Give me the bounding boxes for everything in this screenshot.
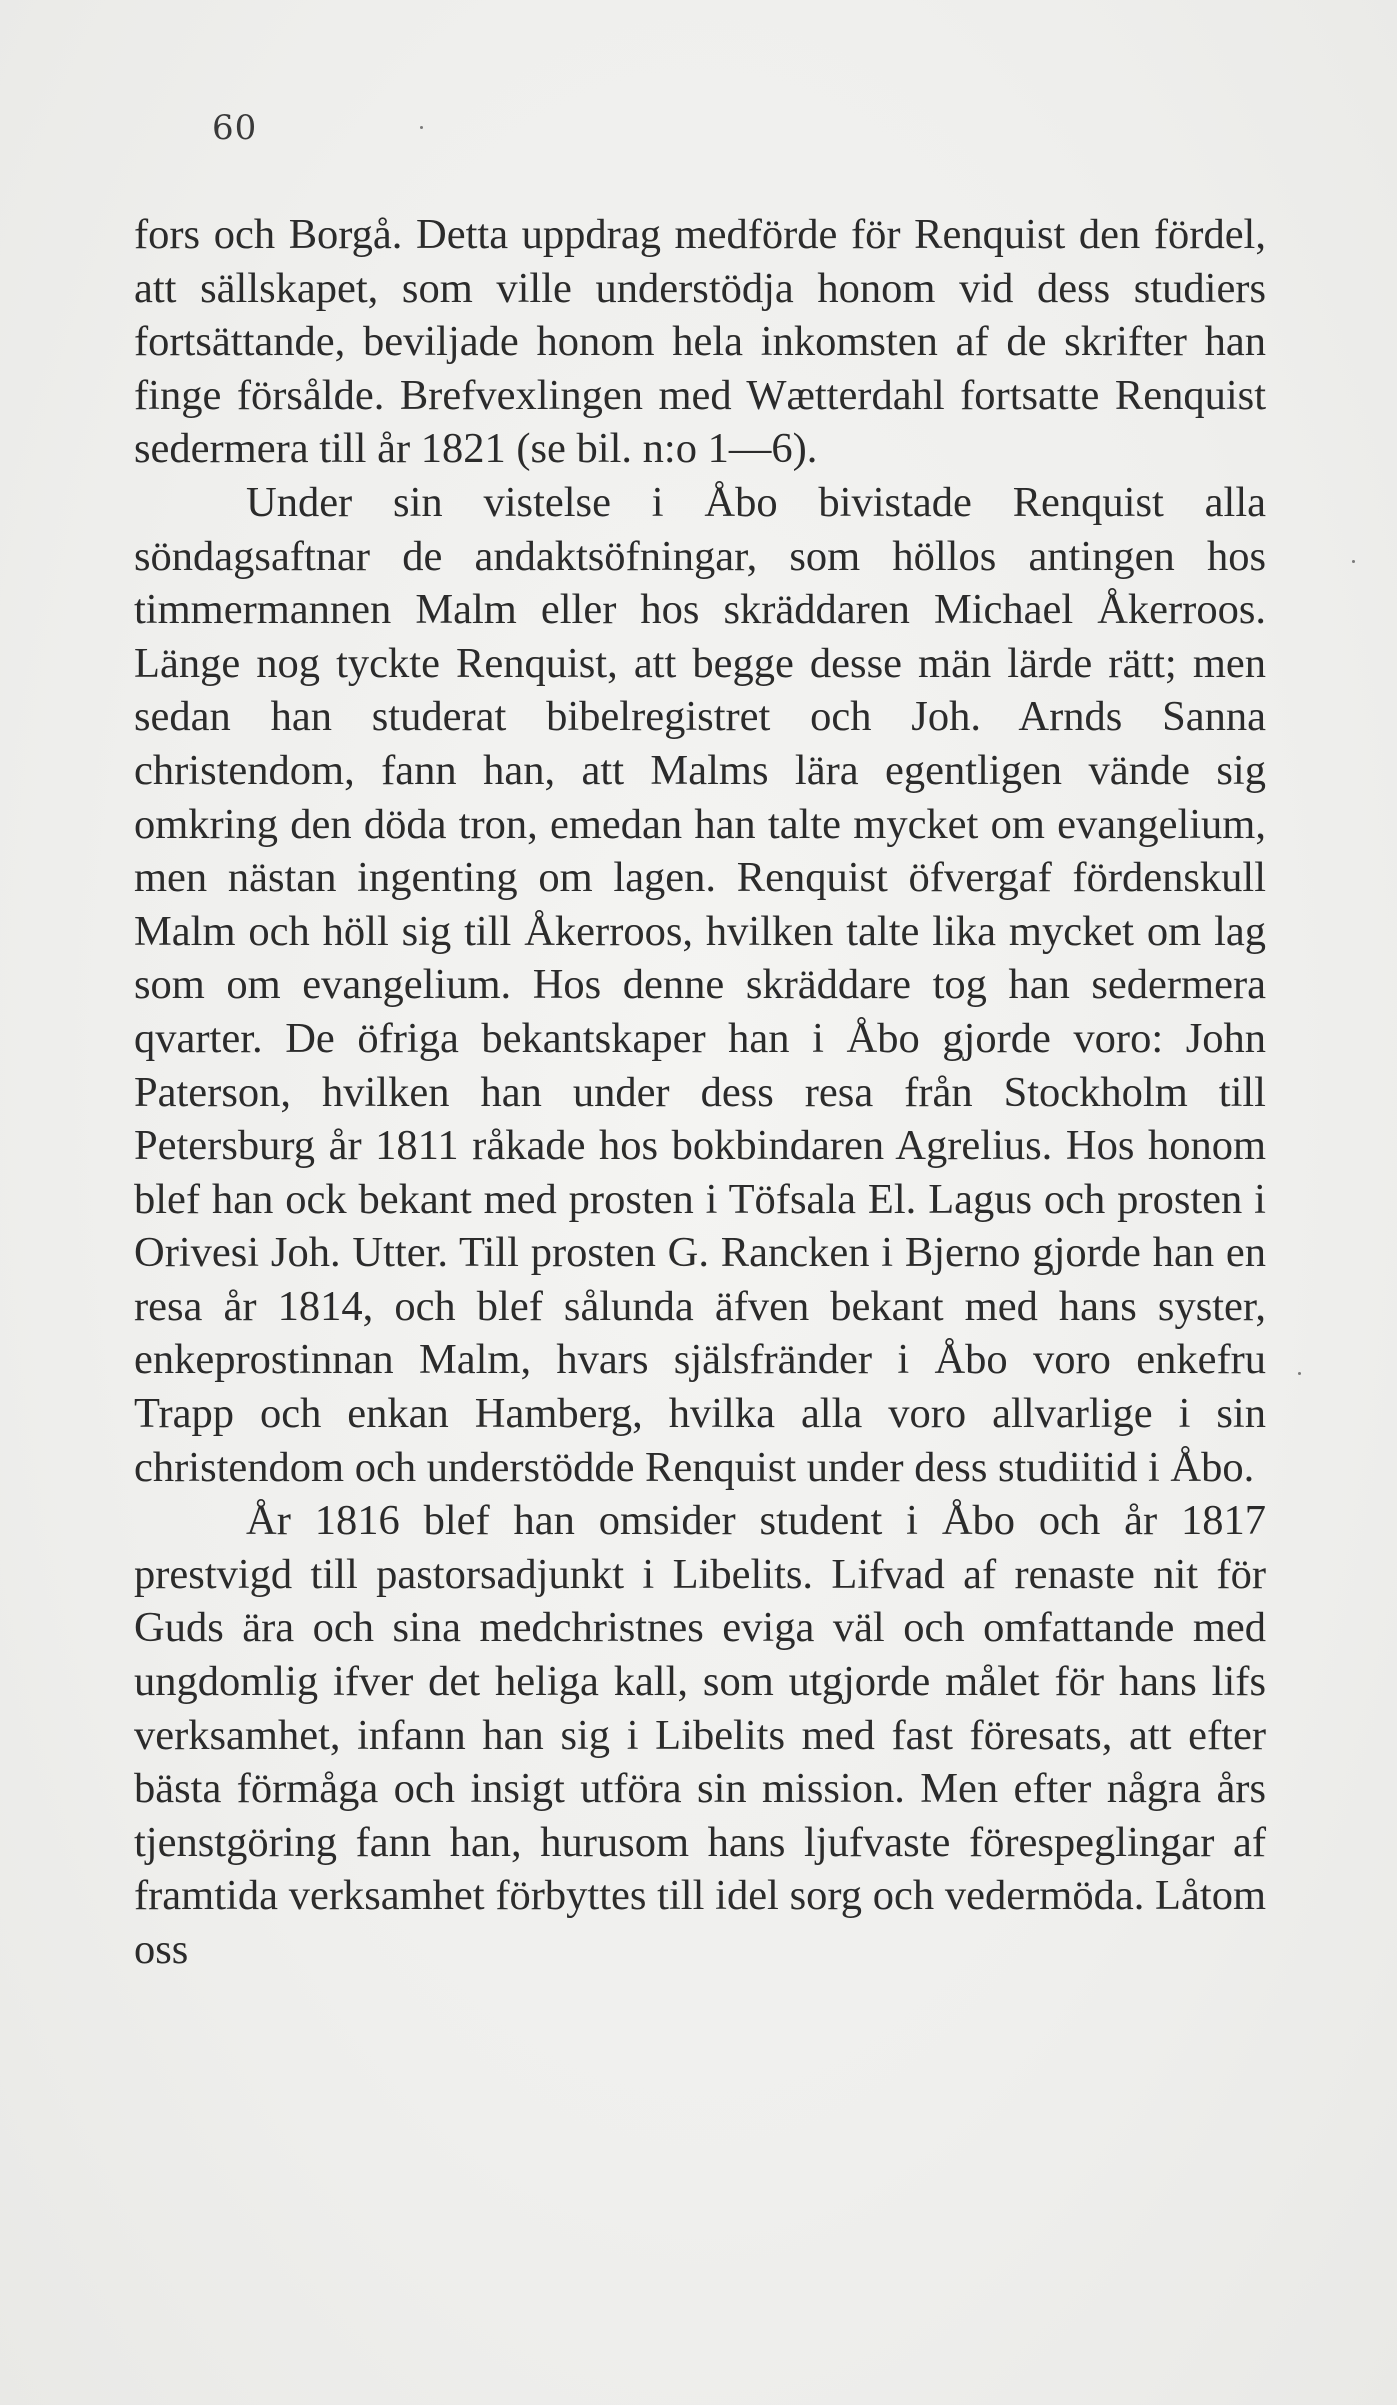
print-speck [1352,560,1355,563]
paragraph: År 1816 blef han omsider student i Åbo och år 1817 prestvigd till pastorsadjunkt i Libelits. Lifvad af renaste nit för Guds ära och sina medchristnes eviga väl och omfattande med ungdomlig ifver det heliga kall, som utgjorde målet för hans lifs verksamhet, infann han sig i Libelits med fast föresats, att efter bästa förmåga och insigt utföra sin mission. Men efter några års tjenstgöring fann han, hurusom hans ljufvaste förespeglingar af framtida verksamhet förbyttes till idel sorg och vedermöda. Låtom oss [134,1497,1266,1973]
print-speck [420,126,423,129]
paragraph: fors och Borgå. Detta uppdrag medförde för Renquist den fördel, att sällskapet, som ville understödja honom vid dess studiers fortsättande, beviljade honom hela inkomsten af de skrifter han finge försålde. Brefvexlingen med Wætterdahl fortsatte Renquist sedermera till år 1821 (se bil. n:o 1—6). [134,211,1266,473]
page-number: 60 [212,108,258,148]
print-speck [1298,1372,1301,1375]
paragraph: Under sin vistelse i Åbo bivistade Renquist alla söndagsaftnar de andaktsöfningar, som höllos antingen hos timmermannen Malm eller hos skräddaren Michael Åkerroos. Länge nog tyckte Renquist, att begge desse män lärde rätt; men sedan han studerat bibelregistret och Joh. Arnds Sanna christendom, fann han, att Malms lära egentligen vände sig omkring den döda tron, emedan han talte mycket om evangelium, men nästan ingenting om lagen. Renquist öfvergaf fördenskull Malm och höll sig till Åkerroos, hvilken talte lika mycket om lag som om evangelium. Hos denne skräddare tog han sedermera qvarter. De öfriga bekantskaper han i Åbo gjorde voro: John Paterson, hvilken han under dess resa från Stockholm till Petersburg år 1811 råkade hos bokbindaren Agrelius. Hos honom blef han ock bekant med prosten i Töfsala El. Lagus och prosten i Orivesi Joh. Utter. Till prosten G. Rancken i Bjerno gjorde han en resa år 1814, och blef sålunda äfven bekant med hans syster, enkeprostinnan Malm, hvars själsfränder i Åbo voro enkefru Trapp och enkan Hamberg, hvilka alla voro allvarlige i sin christendom och understödde Renquist under dess studiitid i Åbo. [134,478,1266,1491]
body-text [134,208,1266,1977]
